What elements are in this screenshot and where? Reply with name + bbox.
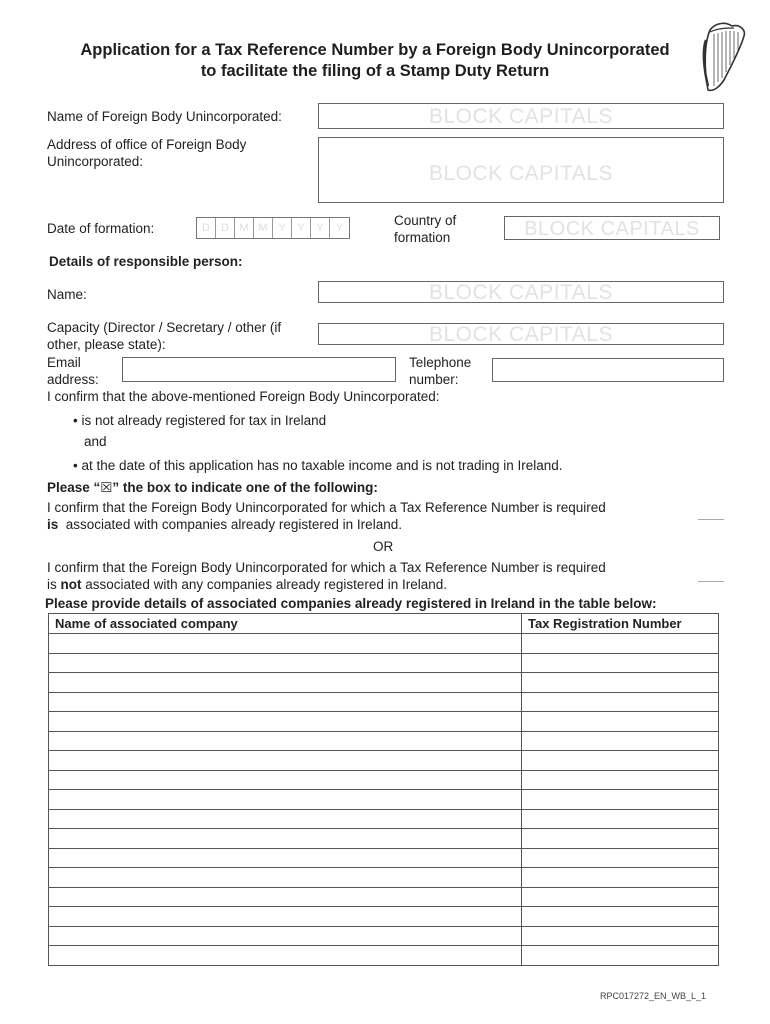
title-line-1: Application for a Tax Reference Number by a Foreign Body Unincorporated [80, 41, 670, 59]
table-row [49, 829, 719, 849]
company-name-cell[interactable] [49, 653, 522, 673]
tax-number-cell[interactable] [522, 712, 719, 732]
column-header-tax-number: Tax Registration Number [522, 614, 719, 634]
tax-number-cell[interactable] [522, 887, 719, 907]
address-input[interactable] [318, 137, 724, 203]
confirm-bullet-2: • at the date of this application has no taxable income and is not trading in Ireland. [73, 458, 563, 473]
or-text: OR [373, 539, 394, 554]
confirm-bullet-2-text: at the date of this application has no taxable income and is not trading in Ireland. [81, 458, 563, 473]
harp-emblem-icon [700, 20, 748, 96]
table-row [49, 751, 719, 771]
table-row [49, 907, 719, 927]
table-row [49, 946, 719, 966]
confirm-bullet-1: • is not already registered for tax in Ireland [73, 413, 327, 428]
company-name-cell[interactable] [49, 692, 522, 712]
associated-companies-table [48, 613, 719, 966]
option-2-line-1: I confirm that the Foreign Body Unincorporated for which a Tax Reference Number is required [47, 560, 606, 575]
table-row [49, 887, 719, 907]
tax-number-cell[interactable] [522, 751, 719, 771]
tax-number-cell[interactable] [522, 673, 719, 693]
body-name-input[interactable] [318, 103, 724, 129]
tax-number-cell[interactable] [522, 634, 719, 654]
table-row [49, 653, 719, 673]
date-cell: M [254, 218, 273, 238]
table-row [49, 848, 719, 868]
tax-number-cell[interactable] [522, 907, 719, 927]
option-2-line-2-text: associated with any companies already registered in Ireland. [85, 577, 447, 592]
company-name-cell[interactable] [49, 731, 522, 751]
company-name-cell[interactable] [49, 946, 522, 966]
company-name-cell[interactable] [49, 751, 522, 771]
capacity-placeholder: BLOCK CAPITALS [428, 323, 613, 346]
option-1-line-2-text: associated with companies already registered in Ireland. [65, 517, 402, 532]
name-label: Name of Foreign Body Unincorporated: [47, 109, 282, 124]
please-indicate-heading: Please “☒” the box to indicate one of the following: [47, 480, 378, 495]
table-header-row [49, 614, 719, 634]
person-name-placeholder: BLOCK CAPITALS [428, 281, 613, 304]
table-row [49, 868, 719, 888]
date-label: Date of formation: [47, 221, 155, 236]
table-row [49, 926, 719, 946]
email-label: Email address: [47, 355, 99, 387]
person-name-input[interactable] [318, 281, 724, 303]
tax-number-cell[interactable] [522, 653, 719, 673]
form-reference-code: RPC017272_EN_WB_L_1 [600, 991, 707, 1001]
option-1-is: is [47, 517, 59, 532]
company-name-cell[interactable] [49, 907, 522, 927]
table-row [49, 770, 719, 790]
option-2-checkbox[interactable] [698, 580, 724, 582]
person-name-label: Name: [47, 287, 87, 302]
date-of-formation-input[interactable] [196, 217, 350, 239]
date-cell: M [235, 218, 254, 238]
table-body [49, 634, 719, 966]
tax-number-cell[interactable] [522, 926, 719, 946]
option-1-line-1: I confirm that the Foreign Body Unincorporated for which a Tax Reference Number is required [47, 500, 606, 515]
table-row [49, 731, 719, 751]
tax-number-cell[interactable] [522, 946, 719, 966]
company-name-cell[interactable] [49, 712, 522, 732]
date-cell: D [216, 218, 235, 238]
country-label: Country of formation [394, 213, 457, 245]
company-name-cell[interactable] [49, 770, 522, 790]
option-2-is: is [47, 577, 57, 592]
company-name-cell[interactable] [49, 790, 522, 810]
table-heading: Please provide details of associated companies already registered in Ireland in the table below: [45, 596, 657, 611]
confirm-and: and [84, 434, 107, 449]
table-row [49, 712, 719, 732]
capacity-label: Capacity (Director / Secretary / other (if other, please state): [47, 320, 282, 352]
table-row [49, 790, 719, 810]
company-name-cell[interactable] [49, 634, 522, 654]
column-header-company: Name of associated company [49, 614, 522, 634]
date-cell: Y [292, 218, 311, 238]
date-cell: D [197, 218, 216, 238]
tax-number-cell[interactable] [522, 790, 719, 810]
option-2-line-2 [47, 576, 447, 593]
confirm-bullet-1-text: is not already registered for tax in Ireland [81, 413, 327, 428]
company-name-cell[interactable] [49, 887, 522, 907]
option-1-checkbox[interactable] [698, 518, 724, 520]
country-placeholder: BLOCK CAPITALS [524, 218, 700, 240]
date-cell: Y [335, 222, 344, 234]
tax-number-cell[interactable] [522, 770, 719, 790]
address-placeholder: BLOCK CAPITALS [428, 162, 613, 185]
company-name-cell[interactable] [49, 673, 522, 693]
company-name-cell[interactable] [49, 926, 522, 946]
tax-number-cell[interactable] [522, 868, 719, 888]
company-name-cell[interactable] [49, 829, 522, 849]
body-name-placeholder: BLOCK CAPITALS [428, 105, 613, 128]
page-title [40, 40, 710, 82]
date-cell: Y [311, 218, 330, 238]
option-1-line-2 [47, 516, 402, 533]
tax-number-cell[interactable] [522, 692, 719, 712]
table-row [49, 809, 719, 829]
company-name-cell[interactable] [49, 848, 522, 868]
telephone-input[interactable] [492, 358, 724, 382]
tax-number-cell[interactable] [522, 809, 719, 829]
telephone-label: Telephone number: [409, 355, 472, 387]
tax-number-cell[interactable] [522, 848, 719, 868]
title-line-2: to facilitate the filing of a Stamp Duty Return [200, 62, 550, 80]
tax-number-cell[interactable] [522, 731, 719, 751]
country-input[interactable] [504, 216, 720, 240]
table-row [49, 634, 719, 654]
tax-number-cell[interactable] [522, 829, 719, 849]
company-name-cell[interactable] [49, 809, 522, 829]
confirm-intro: I confirm that the above-mentioned Foreign Body Unincorporated: [47, 389, 440, 404]
company-name-cell[interactable] [49, 868, 522, 888]
email-input[interactable] [122, 357, 396, 382]
table-row [49, 692, 719, 712]
address-label: Address of office of Foreign Body Unincorporated: [47, 137, 247, 169]
date-cell: Y [273, 218, 292, 238]
responsible-heading: Details of responsible person: [49, 254, 243, 269]
capacity-input[interactable] [318, 323, 724, 345]
table-row [49, 673, 719, 693]
option-2-not: not [60, 577, 82, 592]
